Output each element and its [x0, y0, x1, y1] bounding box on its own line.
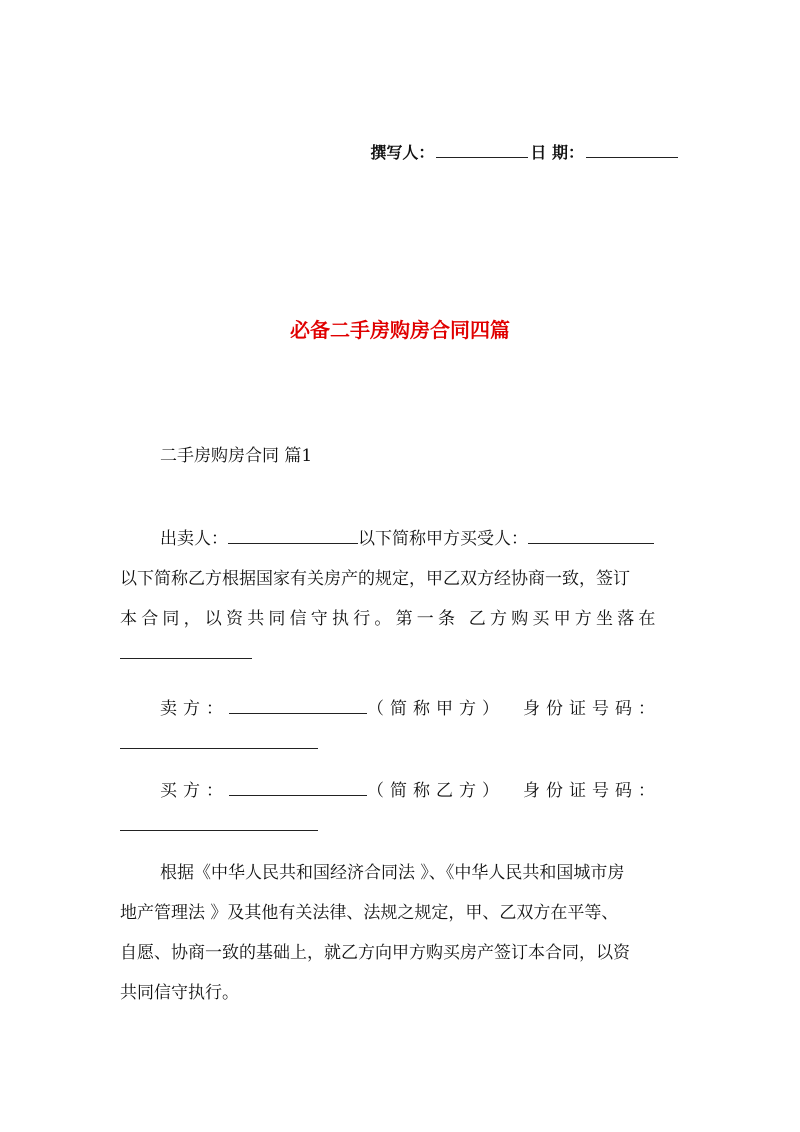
date-blank [586, 145, 678, 158]
paragraph-line [120, 644, 252, 668]
section-title: 二手房购房合同 篇1 [160, 446, 313, 466]
paragraph-line: 根据《中华人民共和国经济合同法 》、《中华人民共和国城市房 [160, 863, 625, 883]
paragraph-line: 共同信守执行。 [120, 983, 239, 1003]
paragraph-line [160, 694, 661, 718]
location-blank [120, 646, 252, 659]
seller-id-label: 身份证号码： [523, 699, 661, 719]
buyer-name-blank [229, 783, 367, 796]
paragraph-line: 本合同，以资共同信守执行。第一条 乙方购买甲方坐落在 [120, 609, 660, 629]
date-label: 日 期： [530, 143, 584, 162]
seller-info-label: 卖方： [160, 699, 229, 719]
document-title: 必备二手房购房合同四篇 [290, 318, 510, 342]
paragraph-line [120, 816, 318, 840]
paragraph-line: 地产管理法 》及其他有关法律、法规之规定，甲、乙双方在平等、 [120, 903, 619, 923]
seller-suffix: 以下简称甲方买受人： [358, 529, 528, 549]
buyer-info-label: 买方： [160, 781, 229, 801]
buyer-id-label: 身份证号码： [523, 781, 661, 801]
author-label: 撰写人： [370, 143, 435, 162]
author-blank [436, 145, 528, 158]
paragraph-line [160, 524, 654, 548]
buyer-id-blank [120, 818, 318, 831]
buyer-abbr: （简称乙方） [367, 781, 505, 801]
seller-abbr: （简称甲方） [367, 699, 505, 719]
seller-id-blank [120, 736, 318, 749]
header-author-date [370, 140, 680, 163]
seller-blank [228, 531, 358, 544]
paragraph-line [120, 734, 318, 758]
paragraph-line [160, 776, 661, 800]
paragraph-line: 以下简称乙方根据国家有关房产的规定，甲乙双方经协商一致，签订 [120, 569, 630, 589]
seller-label: 出卖人： [160, 529, 228, 549]
paragraph-line: 自愿、协商一致的基础上，就乙方向甲方购买房产签订本合同，以资 [120, 943, 630, 963]
buyer-blank [528, 531, 654, 544]
seller-name-blank [229, 701, 367, 714]
